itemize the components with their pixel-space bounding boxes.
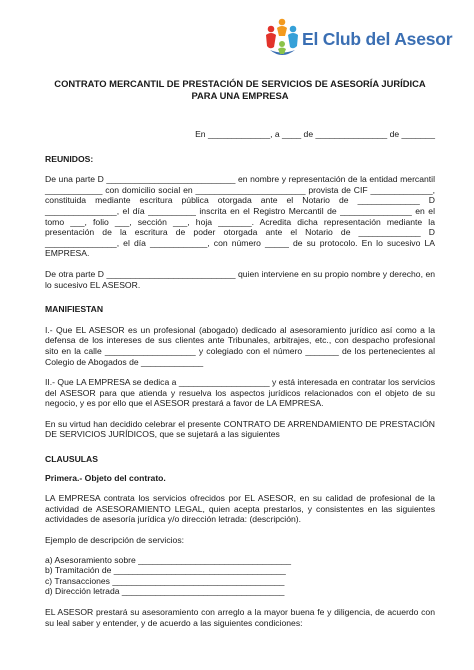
logo-text: El Club del Asesor [302,29,453,49]
manifiestan-paragraph-2: II.- Que LA EMPRESA se dedica a ___________________ y está interesada en contratar los servicios del ASESOR para que atienda y resuelva los aspectos jurídicos relacionados con el objeto de su negocio, y es por ello que el ASESOR prestará a favor de LA EMPRESA. [45,377,435,409]
reunidos-heading: REUNIDOS: [45,153,94,164]
clausulas-paragraph-2: Ejemplo de descripción de servicios: [45,535,184,546]
manifiestan-paragraph-3: En su virtud han decidido celebrar el presente CONTRATO DE ARRENDAMIENTO DE PRESTACIÓN DE SERVICIOS JURÍDICOS, que se sujetará a las siguientes [45,418,435,440]
manifiestan-heading: MANIFIESTAN [45,304,104,315]
title-line-2: PARA UNA EMPRESA [191,89,289,101]
date-line: En _____________, a ____ de _______________ de _______ [195,129,435,139]
clausulas-heading: CLAUSULAS [45,454,98,465]
list-item: a) Asesoramiento sobre ________________________________ [45,554,292,565]
list-item: d) Dirección letrada __________________________________ [45,586,285,597]
list-item: b) Tramitación de ____________________________________ [45,565,286,576]
primera-heading: Primera.- Objeto del contrato. [45,472,166,483]
brand-logo [262,14,462,64]
people-circle-logo-icon [262,14,302,60]
clausulas-paragraph-1: LA EMPRESA contrata los servicios ofrecidos por EL ASESOR, en su calidad de profesional de la actividad de ASESORAMIENTO LEGAL, quien acepta prestarlos, y consistentes en las siguientes actividades de asesoría jurídica y/o dirección letrada: (descripción). [45,493,435,525]
document-title [45,78,435,101]
title-line-1: CONTRATO MERCANTIL DE PRESTACIÓN DE SERVICIOS DE ASESORÍA JURÍDICA [54,78,426,89]
reunidos-paragraph-1: De una parte D ___________________________ en nombre y representación de la entidad mercantil ____________ con domicilio social en _______________________ provista de CIF _____________, constituida mediante escritura pública otorgada ante el Notario de _____________ D _______________, el día __________ inscrita en el Registro Mercantil de _______________ en el tomo ___, folio ___, sección ___, hoja _______. Acredita dicha representación mediante la presentación de la escritura de poder otorgada ante el Notario de _____________ D _______________, el día ____________, con número _____ de su protocolo. En lo sucesivo LA EMPRESA. [45,174,435,259]
clausulas-paragraph-3: EL ASESOR prestará su asesoramiento con arreglo a la mayor buena fe y diligencia, de acuerdo con su leal saber y entender, y de acuerdo a las siguientes condiciones: [45,607,435,628]
contract-body [45,78,435,628]
manifiestan-paragraph-1: I.- Que EL ASESOR es un profesional (abogado) dedicado al asesoramiento jurídico así como a la defensa de los intereses de sus clientes ante Tribunales, arbitrajes, etc., con despacho profesional sito en la calle ___________________ y colegiado con el número _______ de los pertenecientes al Colegio de Abogados de _____________ [45,324,435,367]
list-item: c) Transacciones ____________________________________ [45,575,285,586]
reunidos-paragraph-2: De otra parte D ___________________________ quien interviene en su propio nombre y derecho, en lo sucesivo EL ASESOR. [45,268,435,290]
services-list [45,555,435,597]
